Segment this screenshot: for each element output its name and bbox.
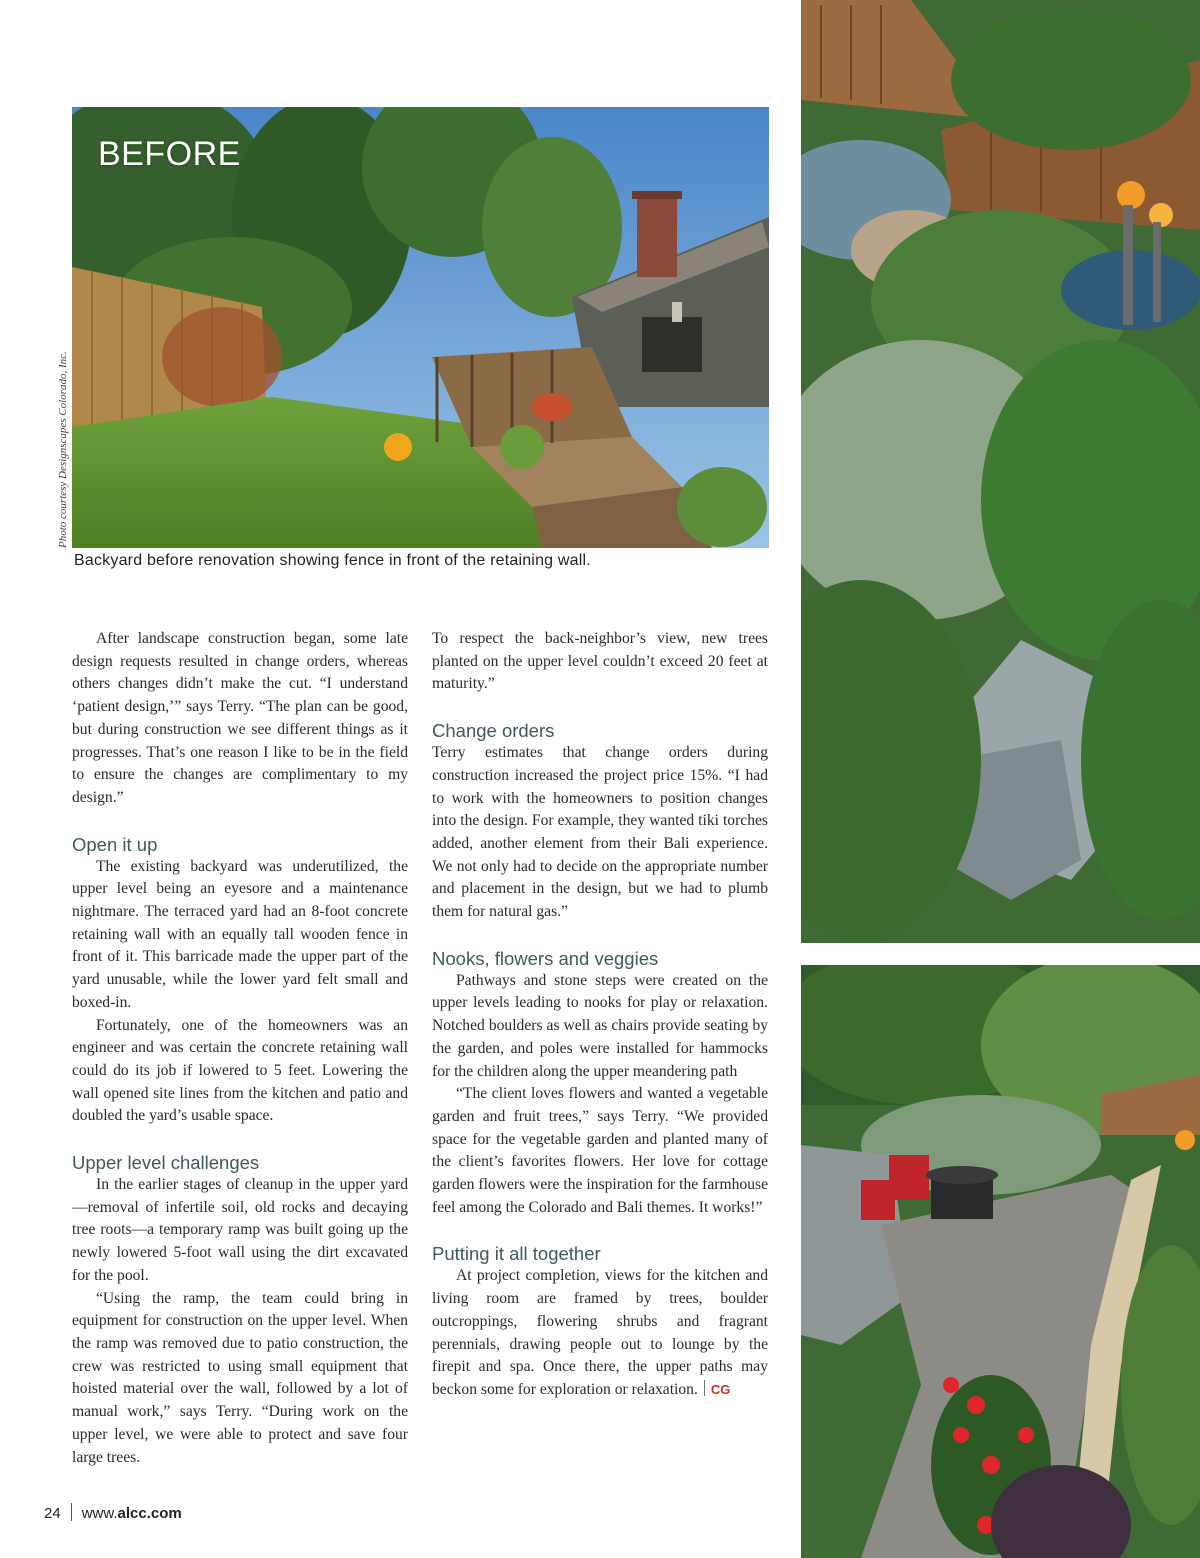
terraced-garden-illustration [801, 0, 1200, 943]
subheading-open-it-up: Open it up [72, 833, 158, 855]
footer-url-domain[interactable]: alcc.com [117, 1505, 182, 1522]
page-number: 24 [44, 1505, 61, 1522]
garden-photo-bottom [801, 965, 1200, 1558]
paragraph: To respect the back-neighbor’s view, new trees planted on the upper level couldn’t exceed 20 feet at maturity.” [432, 630, 768, 693]
before-label: BEFORE [98, 135, 241, 173]
subheading-putting-it-all-together: Putting it all together [432, 1243, 601, 1265]
end-mark-divider [704, 1380, 705, 1396]
article-column-right [432, 628, 768, 1402]
footer-divider [71, 1503, 72, 1521]
page-footer [44, 1503, 182, 1522]
subheading-nooks-flowers-veggies: Nooks, flowers and veggies [432, 947, 659, 969]
paragraph-final [432, 1265, 768, 1401]
paragraph: The existing backyard was underutilized, the upper level being an eyesore and a maintenance nightmare. The terraced yard had an 8-foot concrete retaining wall with an equally tall wooden fence in front of it. This barricade made the upper part of the yard unusable, while the lower yard felt small and boxed-in. [72, 857, 408, 1011]
paragraph: “The client loves flowers and wanted a vegetable garden and fruit trees,” says Terry. “We provided space for the vegetable garden and planted many of the client’s favorites flowers. Her love for cottage garden flowers were the inspiration for the farmhouse feel among the Colorado and Bali themes. It works!” [432, 1085, 768, 1216]
paragraph: “Using the ramp, the team could bring in equipment for construction on the upper level. When the ramp was removed due to patio construction, the crew was restricted to using small equipment that hoisted material over the wall, followed by a lot of manual work,” says Terry. “During work on the upper level, we were able to protect and save four large trees. [72, 1289, 408, 1466]
garden-photo-top [801, 0, 1200, 943]
garden-path-illustration [801, 965, 1200, 1558]
article-column-left [72, 628, 408, 1469]
end-mark: CG [710, 1381, 731, 1397]
photo-credit: Photo courtesy Designscapes Colorado, Inc. [57, 351, 69, 548]
before-photo [72, 107, 769, 548]
paragraph: Pathways and stone steps were created on the upper levels leading to nooks for play or relaxation. Notched boulders as well as chairs provide seating by the garden, and poles were installed for hammocks for the children along the upper meandering path [432, 971, 768, 1080]
paragraph: After landscape construction began, some late design requests resulted in change orders, whereas others changes didn’t make the cut. “I understand ‘patient design,’” says Terry. “The plan can be good, but during construction we see different things as it progresses. That’s one reason I like to be in the field to ensure the changes are complimentary to my design.” [72, 630, 408, 806]
subheading-upper-level-challenges: Upper level challenges [72, 1152, 260, 1174]
footer-url-prefix: www. [81, 1505, 118, 1522]
paragraph-text: At project completion, views for the kitchen and living room are framed by trees, boulder outcroppings, flowering shrubs and fragrant perennials, drawing people out to lounge by the firepit and spa. Once there, the upper paths may beckon some for exploration or relaxation. [432, 1267, 768, 1398]
subheading-change-orders: Change orders [432, 720, 555, 742]
paragraph: Fortunately, one of the homeowners was an engineer and was certain the concrete retaining wall could do its job if lowered to 5 feet. Lowering the wall opened site lines from the kitchen and patio and doubled the yard’s usable space. [72, 1016, 408, 1125]
photo-caption: Backyard before renovation showing fence in front of the retaining wall. [74, 552, 591, 569]
paragraph: Terry estimates that change orders during construction increased the project price 15%. “I had to work with the homeowners to position changes into the design. For example, they wanted tiki torches added, another element from their Bali experience. We not only had to decide on the appropriate number and placement in the design, but we had to plumb them for natural gas.” [432, 744, 768, 921]
paragraph: In the earlier stages of cleanup in the upper yard—removal of infertile soil, old rocks and decaying tree roots—a temporary ramp was built going up the newly lowered 5-foot wall using the dirt excavated for the pool. [72, 1176, 408, 1284]
